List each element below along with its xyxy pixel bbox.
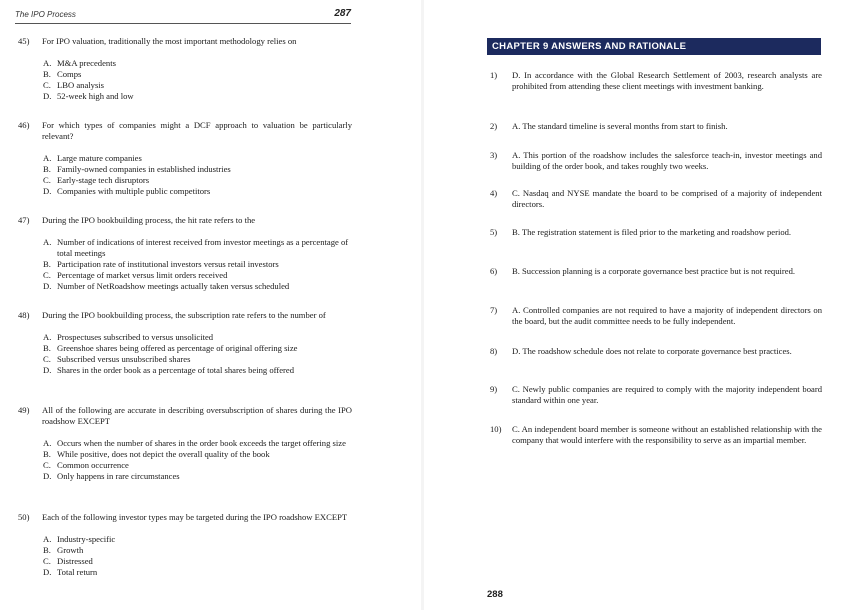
question-number: 46) [18,120,30,130]
choice-letter: A. [43,153,52,163]
question [18,310,352,376]
choice-text: Companies with multiple public competitors [57,186,211,196]
choice-letter: B. [43,343,51,353]
question [18,36,352,102]
answer-choice [43,186,358,197]
answer-number: 9) [490,384,498,394]
choice-text: Distressed [57,556,93,566]
answer-choice [43,153,358,164]
answer-choice [43,270,358,281]
answer-choice [43,449,358,460]
choice-letter: D. [43,281,52,291]
question-text: Each of the following investor types may be targeted during the IPO roadshow EXCEPT [42,512,348,522]
choice-text: Common occurrence [57,460,129,470]
answer-number: 7) [490,305,498,315]
choice-letter: B. [43,259,51,269]
answer-choice [43,534,358,545]
answer-number: 8) [490,346,498,356]
answer-rationale [490,150,822,172]
choice-letter: B. [43,69,51,79]
running-title: The IPO Process [15,10,76,19]
answer-number: 5) [490,227,498,237]
question-stem [18,120,352,142]
choice-letter: B. [43,449,51,459]
choice-letter: B. [43,545,51,555]
question-text: During the IPO bookbuilding process, the hit rate refers to the [42,215,256,225]
answer-choice [43,259,358,270]
choice-letter: C. [43,80,51,90]
choice-letter: D. [43,186,52,196]
answer-rationale [490,384,822,406]
answer-rationale [490,70,822,92]
choice-letter: D. [43,567,52,577]
answer-text: D. The roadshow schedule does not relate to corporate governance best practices. [512,346,792,356]
header-rule [15,23,351,24]
choice-text: Family-owned companies in established industries [57,164,231,174]
chapter-heading: CHAPTER 9 ANSWERS AND RATIONALE [487,38,821,55]
question [18,512,352,578]
page-number-right: 288 [487,589,503,600]
choice-list [43,153,352,197]
answer-choice [43,332,358,343]
choice-text: Shares in the order book as a percentage of total shares being offered [57,365,295,375]
answer-choice [43,69,358,80]
answer-text: B. Succession planning is a corporate governance best practice but is not required. [512,266,796,276]
choice-letter: C. [43,460,51,470]
question [18,405,352,482]
choice-text: Early-stage tech disruptors [57,175,150,185]
question-text: During the IPO bookbuilding process, the subscription rate refers to the number of [42,310,326,320]
answer-choice [43,58,358,69]
answer-rationale [490,346,822,357]
answer-number: 10) [490,424,502,434]
answer-choice [43,365,358,376]
question-text: For IPO valuation, traditionally the most important methodology relies on [42,36,297,46]
answer-choice [43,567,358,578]
choice-text: Prospectuses subscribed to versus unsolicited [57,332,214,342]
question-stem [18,310,352,321]
answer-rationale [490,305,822,327]
choice-list [43,534,352,578]
answer-choice [43,354,358,365]
answer-text: B. The registration statement is filed prior to the marketing and roadshow period. [512,227,792,237]
question-stem [18,215,352,226]
choice-list [43,332,352,376]
answer-rationale [490,227,822,238]
answer-choice [43,237,358,259]
choice-text: Total return [57,567,98,577]
choice-list [43,58,352,102]
choice-text: While positive, does not depict the overall quality of the book [57,449,270,459]
answer-choice [43,281,358,292]
choice-letter: A. [43,237,52,247]
choice-text: Number of indications of interest received from investor meetings as a percentage of total meetings [57,237,349,258]
answer-text: A. The standard timeline is several months from start to finish. [512,121,728,131]
choice-letter: A. [43,332,52,342]
answer-number: 3) [490,150,498,160]
question-stem [18,405,352,427]
choice-letter: A. [43,534,52,544]
question [18,120,352,197]
answer-rationale [490,121,822,132]
question-number: 47) [18,215,30,225]
question [18,215,352,292]
choice-text: Comps [57,69,82,79]
question-number: 45) [18,36,30,46]
answer-rationale [490,266,822,277]
answer-choice [43,438,358,449]
answer-number: 2) [490,121,498,131]
answer-rationale [490,424,822,446]
choice-letter: C. [43,354,51,364]
choice-letter: A. [43,58,52,68]
answer-number: 4) [490,188,498,198]
question-stem [18,36,352,47]
answer-rationale [490,188,822,210]
answer-choice [43,91,358,102]
choice-text: Industry-specific [57,534,116,544]
answer-choice [43,80,358,91]
choice-list [43,438,352,482]
choice-letter: D. [43,91,52,101]
choice-letter: B. [43,164,51,174]
page-number-left: 287 [334,8,351,19]
choice-list [43,237,352,292]
choice-text: Number of NetRoadshow meetings actually taken versus scheduled [57,281,290,291]
choice-letter: C. [43,270,51,280]
question-text: All of the following are accurate in describing oversubscription of shares during the IPO roadshow EXCEPT [42,405,352,426]
answer-text: C. Newly public companies are required to comply with the majority independent board standard within one year. [512,384,822,405]
question-number: 50) [18,512,30,522]
question-number: 48) [18,310,30,320]
answer-number: 1) [490,70,498,80]
choice-text: M&A precedents [57,58,116,68]
answer-choice [43,556,358,567]
answer-choice [43,471,358,482]
question-text: For which types of companies might a DCF approach to valuation be particularly relevant? [42,120,352,141]
answer-text: A. Controlled companies are not required to have a majority of independent directors on the board, but the audit committee needs to be fully independent. [512,305,822,326]
choice-letter: A. [43,438,52,448]
answer-number: 6) [490,266,498,276]
choice-text: Only happens in rare circumstances [57,471,180,481]
choice-letter: D. [43,365,52,375]
choice-text: Percentage of market versus limit orders received [57,270,228,280]
running-head [15,8,351,24]
answer-text: D. In accordance with the Global Research Settlement of 2003, research analysts are prohibited from attending these client meetings with investment banking. [512,70,822,91]
question-number: 49) [18,405,30,415]
answer-choice [43,175,358,186]
answer-text: C. Nasdaq and NYSE mandate the board to be comprised of a majority of independent directors. [512,188,822,209]
answer-text: A. This portion of the roadshow includes the salesforce teach-in, investor meetings and building of the order book, and takes roughly two weeks. [512,150,822,171]
answer-choice [43,164,358,175]
question-stem [18,512,352,523]
choice-letter: C. [43,556,51,566]
choice-text: Subscribed versus unsubscribed shares [57,354,191,364]
choice-letter: C. [43,175,51,185]
choice-text: Large mature companies [57,153,142,163]
answer-text: C. An independent board member is someone without an established relationship with the company that would interfere with the responsibility to serve as an impartial member. [512,424,822,445]
choice-letter: D. [43,471,52,481]
choice-text: Participation rate of institutional investors versus retail investors [57,259,279,269]
choice-text: Greenshoe shares being offered as percentage of original offering size [57,343,298,353]
choice-text: LBO analysis [57,80,105,90]
choice-text: 52-week high and low [57,91,134,101]
answer-choice [43,545,358,556]
choice-text: Occurs when the number of shares in the order book exceeds the target offering size [57,438,346,448]
answer-choice [43,343,358,354]
choice-text: Growth [57,545,84,555]
answer-choice [43,460,358,471]
